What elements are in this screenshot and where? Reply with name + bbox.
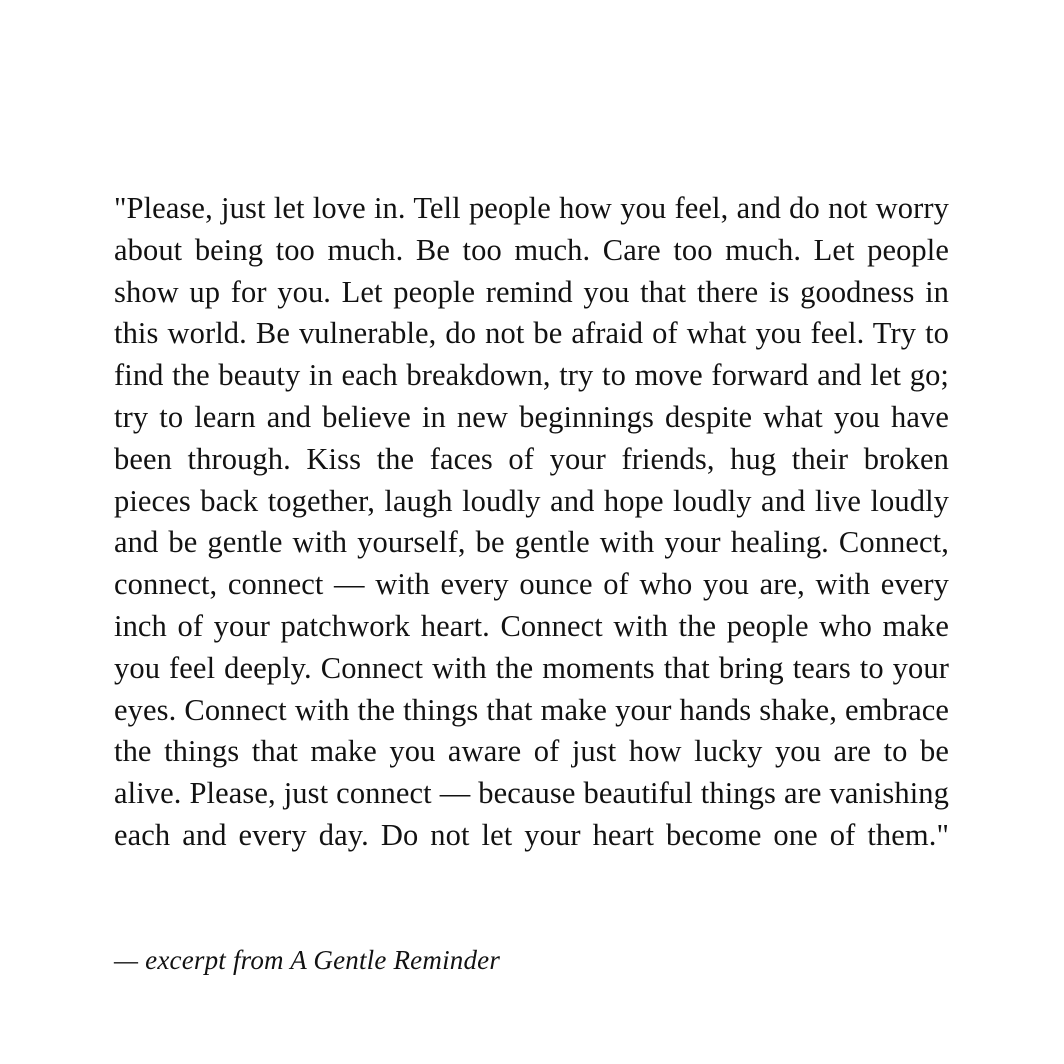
quote-paragraph: "Please, just let love in. Tell people how you feel, and do not worry about being too much. Be too much. Care too much. Let people show up for you. Let people remind you that there is goodness in this world. Be vulnerable, do not be afraid of what you feel. Try to find the beauty in each breakdown, try to move forward and let go; try to learn and believe in new beginnings despite what you have been through. Kiss the faces of your friends, hug their broken pieces back together, laugh loudly and hope loudly and live loudly and be gentle with yourself, be gentle with your healing. Connect, connect, connect — with every ounce of who you are, with every inch of your patchwork heart. Connect with the people who make you feel deeply. Connect with the moments that bring tears to your eyes. Connect with the things that make your hands shake, embrace the things that make you aware of just how lucky you are to be alive. Please, just connect — because beautiful things are vanishing each and every day. Do not let your heart become one of them."	[114, 191, 949, 852]
text-content-block	[114, 188, 949, 977]
attribution-line: — excerpt from A Gentle Reminder	[114, 944, 501, 975]
